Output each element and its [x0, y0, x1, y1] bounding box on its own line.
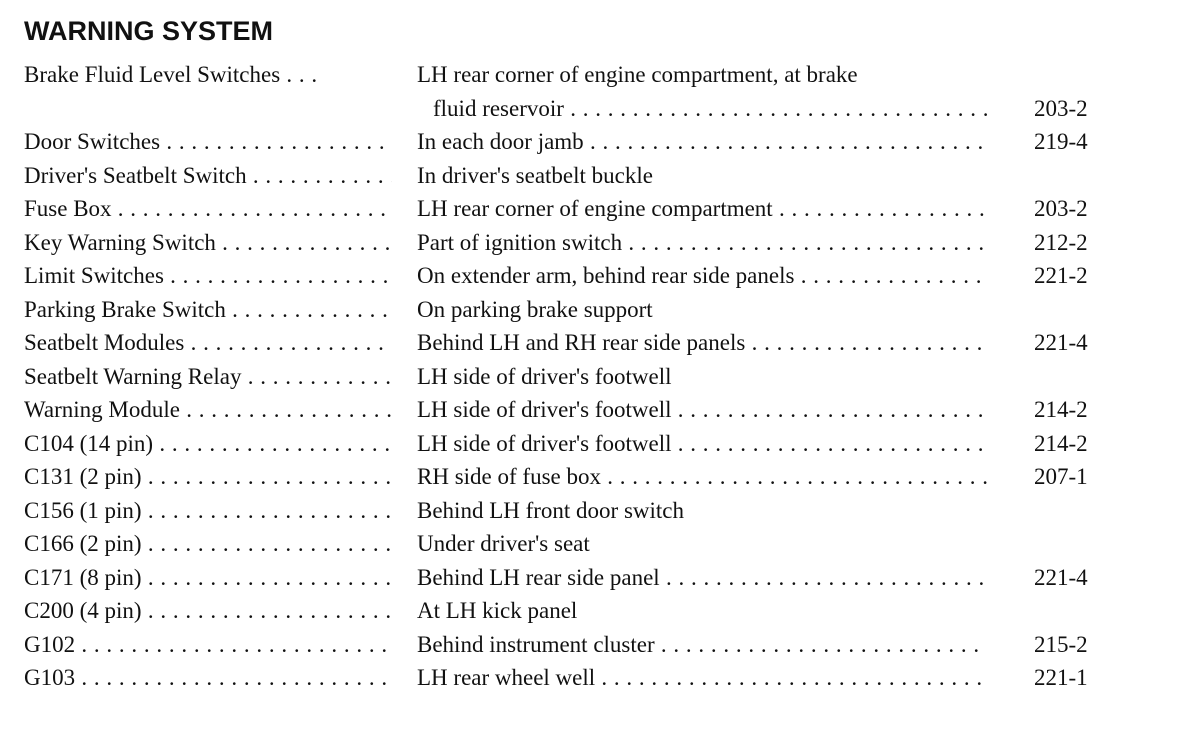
component-location: [417, 661, 987, 695]
page-reference: 215-2: [1034, 631, 1088, 657]
list-row: [24, 661, 1134, 695]
location-line: In driver's seatbelt buckle: [417, 162, 653, 188]
page-reference: 207-1: [1034, 464, 1088, 489]
list-row: [24, 259, 1134, 293]
list-row: [24, 561, 1134, 595]
component-location: [417, 226, 987, 260]
location-line: At LH kick panel: [417, 598, 578, 623]
component-location: [417, 460, 987, 494]
component-name: C166 (2 pin) . . .: [24, 527, 392, 561]
component-location: [417, 326, 987, 360]
page-reference: 221-4: [1034, 330, 1088, 355]
page-reference: 214-2: [1034, 430, 1088, 456]
component-name: C104 (14 pin) . . .: [24, 427, 392, 461]
component-location: [417, 125, 987, 159]
page-reference: 214-2: [1034, 397, 1088, 422]
component-location: [417, 393, 987, 427]
location-line: Part of ignition switch . . .: [417, 226, 987, 260]
location-line: RH side of fuse box . . .: [417, 460, 987, 494]
location-line: Under driver's seat: [417, 531, 590, 556]
page-reference: 203-2: [1034, 196, 1088, 221]
component-name: C156 (1 pin) . . .: [24, 494, 392, 528]
location-line: LH rear wheel well . . .: [417, 661, 987, 695]
component-location: [417, 527, 987, 561]
list-row: [24, 494, 1134, 528]
component-location: [417, 159, 987, 193]
component-location: [417, 561, 987, 595]
list-row: [24, 58, 1134, 125]
location-line: fluid reservoir . . .: [417, 92, 987, 126]
location-line: Behind LH front door switch: [417, 497, 685, 523]
list-row: [24, 427, 1134, 461]
page-reference: 212-2: [1034, 229, 1088, 255]
list-row: [24, 226, 1134, 260]
component-name: Driver's Seatbelt Switch . . .: [24, 159, 392, 193]
page-reference: 203-2: [1034, 95, 1088, 121]
component-name: G103 . . .: [24, 661, 392, 695]
component-name: C131 (2 pin) . . .: [24, 460, 392, 494]
component-location: [417, 628, 987, 662]
list-row: [24, 125, 1134, 159]
list-row: [24, 527, 1134, 561]
list-row: [24, 360, 1134, 394]
page-reference: 221-1: [1034, 665, 1088, 690]
component-name: Seatbelt Modules . . .: [24, 326, 392, 360]
component-name: Fuse Box . . .: [24, 192, 392, 226]
component-location: [417, 427, 987, 461]
location-line: Behind instrument cluster . . .: [417, 628, 987, 662]
list-row: [24, 460, 1134, 494]
component-name: C171 (8 pin) . . .: [24, 561, 392, 595]
list-row: [24, 159, 1134, 193]
component-name: Parking Brake Switch . . .: [24, 293, 392, 327]
location-line: In each door jamb . . .: [417, 125, 987, 159]
component-name: Warning Module . . .: [24, 393, 392, 427]
component-location: [417, 293, 987, 327]
location-line: Behind LH rear side panel . . .: [417, 561, 987, 595]
list-row: [24, 393, 1134, 427]
component-location: [417, 58, 987, 125]
location-line: LH side of driver's footwell: [417, 363, 672, 389]
component-location: [417, 594, 987, 628]
location-line: LH rear corner of engine compartment . . .: [417, 192, 987, 226]
list-row: [24, 594, 1134, 628]
location-line: On parking brake support: [417, 296, 653, 322]
section-title: WARNING SYSTEM: [24, 16, 274, 46]
component-location: [417, 360, 987, 394]
list-row: [24, 326, 1134, 360]
page-reference: 219-4: [1034, 129, 1088, 154]
component-name: Key Warning Switch . . .: [24, 226, 392, 260]
component-location: [417, 192, 987, 226]
list-row: [24, 293, 1134, 327]
component-name: Seatbelt Warning Relay . . .: [24, 360, 392, 394]
location-line: On extender arm, behind rear side panels . . .: [417, 259, 987, 293]
location-line: LH rear corner of engine compartment, at brake: [417, 62, 858, 87]
component-location: [417, 494, 987, 528]
list-row: [24, 628, 1134, 662]
component-name: C200 (4 pin) . . .: [24, 594, 392, 628]
component-name: Limit Switches . . .: [24, 259, 392, 293]
location-line: LH side of driver's footwell . . .: [417, 427, 987, 461]
page-reference: 221-2: [1034, 263, 1088, 288]
component-location-list: [24, 58, 1134, 695]
location-line: LH side of driver's footwell . . .: [417, 393, 987, 427]
component-location: [417, 259, 987, 293]
location-line: Behind LH and RH rear side panels . . .: [417, 326, 987, 360]
component-name: Door Switches . . .: [24, 125, 392, 159]
component-name: Brake Fluid Level Switches . . .: [24, 58, 392, 92]
list-row: [24, 192, 1134, 226]
component-name: G102 . . .: [24, 628, 392, 662]
page-reference: 221-4: [1034, 564, 1088, 590]
